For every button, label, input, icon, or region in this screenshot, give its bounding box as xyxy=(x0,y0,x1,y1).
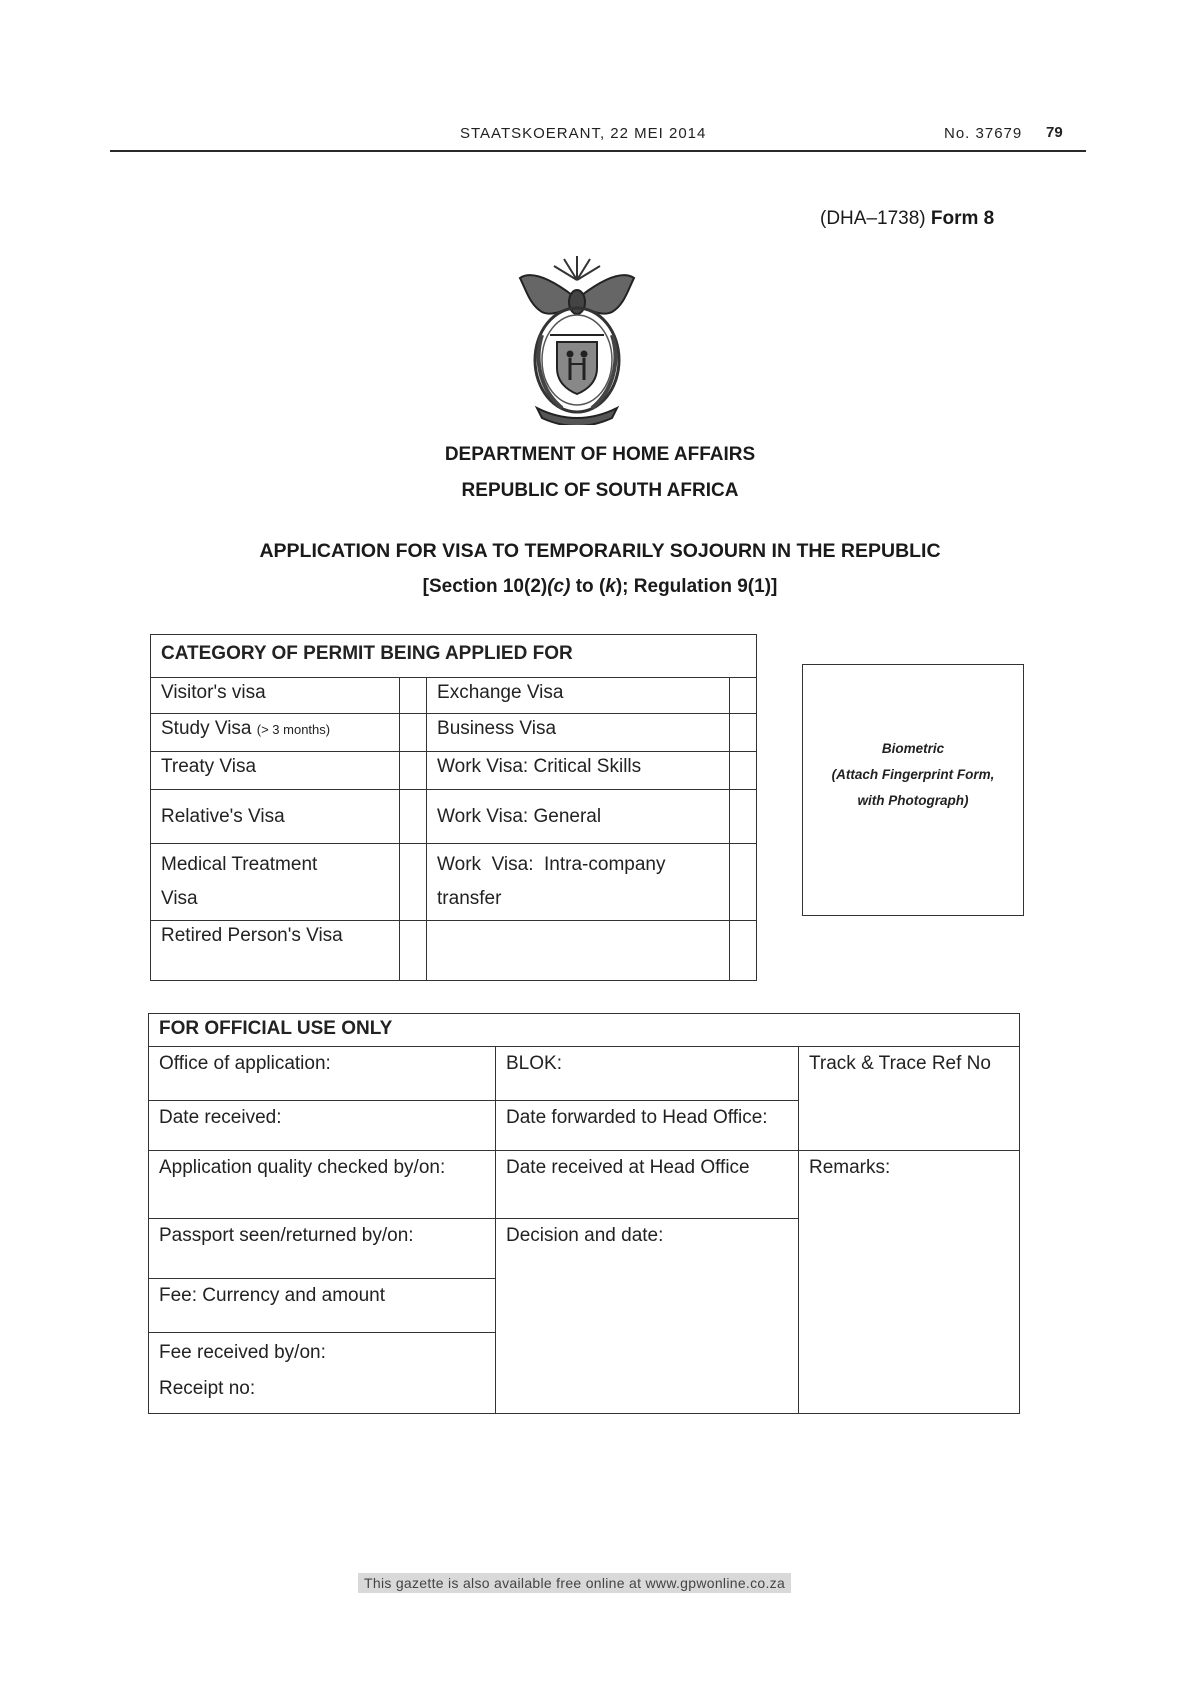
form-code-label: Form 8 xyxy=(930,208,995,229)
date-forwarded-field[interactable]: Date forwarded to Head Office: xyxy=(496,1101,799,1151)
treaty-visa-checkbox[interactable] xyxy=(400,752,427,790)
page-number: 79 xyxy=(1046,124,1063,141)
category-label: Study Visa (> 3 months) xyxy=(151,714,400,752)
gazette-number: No. 37679 xyxy=(944,125,1023,142)
category-label: Work Visa: General xyxy=(427,790,730,844)
application-title: APPLICATION FOR VISA TO TEMPORARILY SOJOURN IN THE REPUBLIC xyxy=(259,540,941,562)
footer-note: This gazette is also available free online at www.gpwonline.co.za xyxy=(358,1573,791,1593)
empty-checkbox[interactable] xyxy=(730,921,757,981)
biometric-box[interactable] xyxy=(802,664,1024,916)
form-code-prefix: (DHA–1738) xyxy=(820,208,926,229)
section-reference: [Section 10(2)(c) to (k); Regulation 9(1)] xyxy=(422,576,778,597)
category-label: Business Visa xyxy=(427,714,730,752)
track-trace-field[interactable]: Track & Trace Ref No xyxy=(799,1047,1020,1151)
official-use-table xyxy=(148,1013,1020,1414)
relative-visa-checkbox[interactable] xyxy=(400,790,427,844)
category-label: Visitor's visa xyxy=(151,678,400,714)
empty-category-cell xyxy=(427,921,730,981)
business-visa-checkbox[interactable] xyxy=(730,714,757,752)
category-note: (> 3 months) xyxy=(256,722,331,737)
header-rule xyxy=(110,150,1086,152)
date-received-field[interactable]: Date received: xyxy=(149,1101,496,1151)
category-label: Retired Person's Visa xyxy=(151,921,400,981)
sun-rays-icon xyxy=(554,256,600,280)
form-code xyxy=(820,208,994,230)
intra-company-visa-checkbox[interactable] xyxy=(730,844,757,921)
office-of-application-field[interactable]: Office of application: xyxy=(149,1047,496,1101)
passport-seen-field[interactable]: Passport seen/returned by/on: xyxy=(149,1219,496,1279)
permit-category-heading: CATEGORY OF PERMIT BEING APPLIED FOR xyxy=(151,635,757,678)
remarks-field[interactable]: Remarks: xyxy=(799,1151,1020,1414)
shield-icon xyxy=(557,342,597,394)
critical-skills-visa-checkbox[interactable] xyxy=(730,752,757,790)
official-use-heading: FOR OFFICIAL USE ONLY xyxy=(149,1014,1020,1047)
coat-of-arms-icon xyxy=(512,250,642,425)
permit-category-table xyxy=(150,634,757,981)
republic-heading: REPUBLIC OF SOUTH AFRICA xyxy=(461,480,739,501)
left-wing-icon xyxy=(520,275,572,313)
study-visa-checkbox[interactable] xyxy=(400,714,427,752)
biometric-instruction: (Attach Fingerprint Form, xyxy=(831,767,995,782)
right-wing-icon xyxy=(582,275,634,313)
date-received-head-office-field[interactable]: Date received at Head Office xyxy=(496,1151,799,1219)
exchange-visa-checkbox[interactable] xyxy=(730,678,757,714)
fee-currency-field[interactable]: Fee: Currency and amount xyxy=(149,1279,496,1333)
biometric-instruction-2: with Photograph) xyxy=(857,793,969,808)
department-heading: DEPARTMENT OF HOME AFFAIRS xyxy=(444,444,756,465)
category-label: Medical Treatment Visa xyxy=(151,844,400,921)
category-label: Work Visa: Intra-company transfer xyxy=(427,844,730,921)
retired-person-visa-checkbox[interactable] xyxy=(400,921,427,981)
medical-treatment-visa-checkbox[interactable] xyxy=(400,844,427,921)
blok-field[interactable]: BLOK: xyxy=(496,1047,799,1101)
biometric-label: Biometric xyxy=(881,741,945,756)
fee-received-field[interactable]: Fee received by/on: Receipt no: xyxy=(149,1333,496,1414)
general-work-visa-checkbox[interactable] xyxy=(730,790,757,844)
category-label: Exchange Visa xyxy=(427,678,730,714)
category-label: Treaty Visa xyxy=(151,752,400,790)
quality-checked-field[interactable]: Application quality checked by/on: xyxy=(149,1151,496,1219)
visitor-visa-checkbox[interactable] xyxy=(400,678,427,714)
category-label: Relative's Visa xyxy=(151,790,400,844)
gazette-title: STAATSKOERANT, 22 MEI 2014 xyxy=(460,125,707,142)
category-label: Work Visa: Critical Skills xyxy=(427,752,730,790)
decision-date-field[interactable]: Decision and date: xyxy=(496,1219,799,1414)
receipt-no-label: Receipt no: xyxy=(159,1378,256,1399)
